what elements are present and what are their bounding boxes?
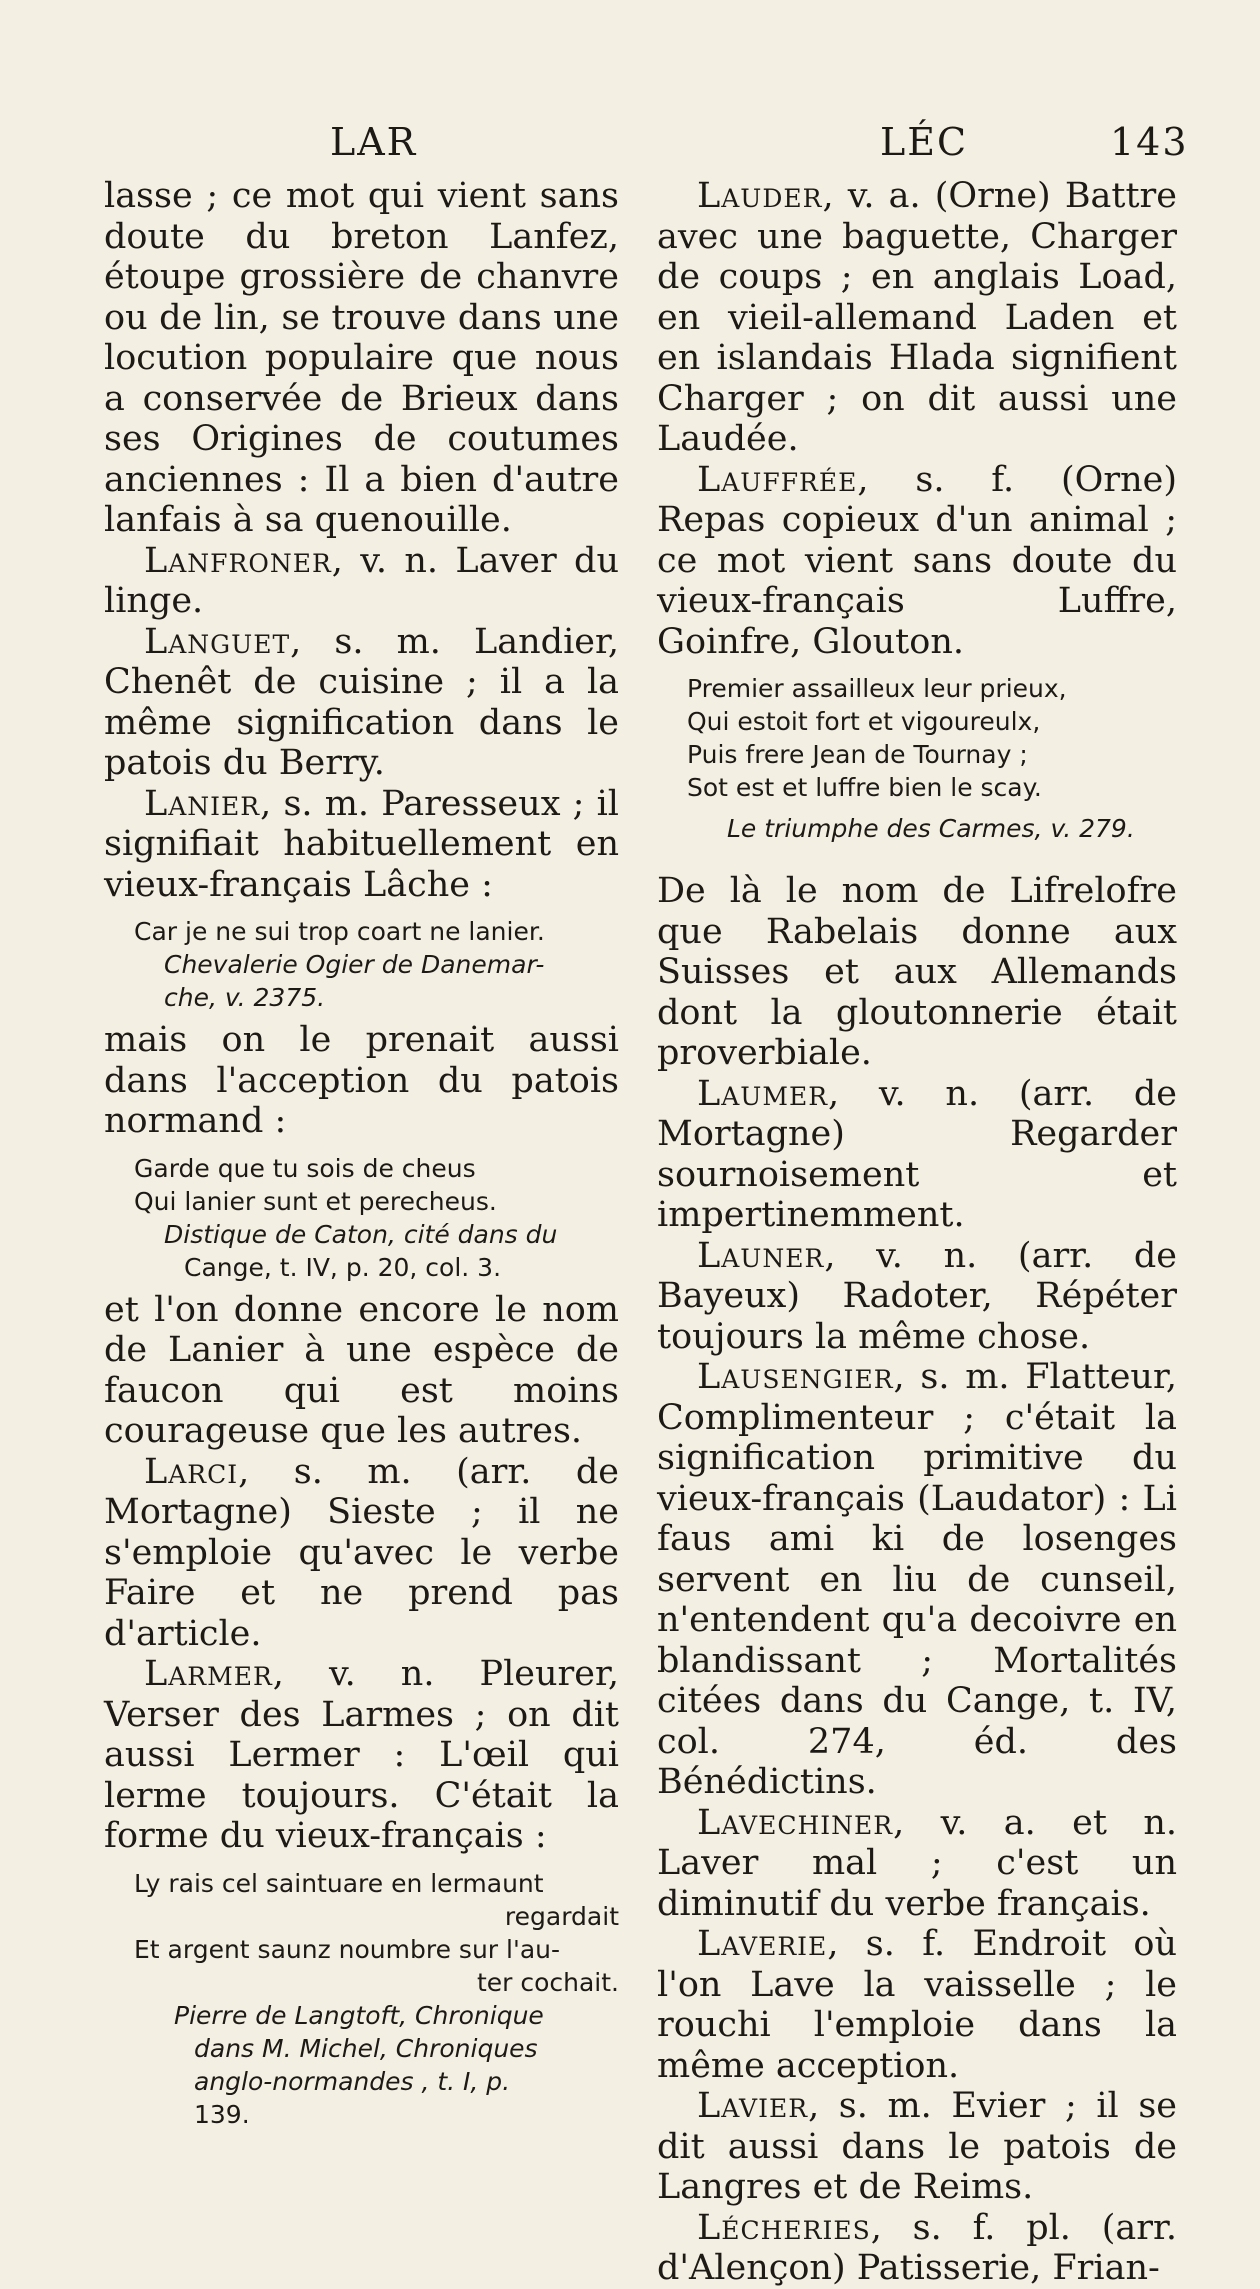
- headword: Lauffrée: [697, 459, 858, 500]
- definition: , v. a. (Orne) Battre avec une baguette, Charger de coups ; en anglais Load, en vieil-allemand Laden et en islandais Hlada signifient Charger ; on dit aussi une Laudée.: [657, 176, 1177, 459]
- definition: , v. n. (arr. de Bayeux) Radoter, Répéter toujours la même chose.: [657, 1235, 1177, 1357]
- headword: Lauder: [697, 176, 823, 216]
- entry-larci: [104, 1452, 619, 1655]
- quote-line: Ly rais cel saintuare en lermaunt: [134, 1868, 544, 1898]
- page-number: 143: [1110, 120, 1189, 164]
- definition: , s. f. pl. (arr. d'Alençon) Patisserie, Frian-: [657, 2207, 1177, 2288]
- quote-line: Car je ne sui trop coart ne lanier.: [134, 917, 545, 946]
- quote-line: Garde que tu sois de cheus: [134, 1153, 476, 1183]
- headword: Languet: [144, 621, 291, 662]
- paragraph-dela: De là le nom de Lifrelofre que Rabelais donne aux Suisses et aux Allemands dont la gloutonnerie était proverbiale.: [657, 871, 1177, 1073]
- citation: che, v. 2375.: [164, 983, 326, 1012]
- definition: , v. a. et n. Laver mal ; c'est un diminutif du verbe français.: [657, 1802, 1177, 1924]
- headword: Lanier: [144, 783, 261, 824]
- entry-lausengier: [657, 1357, 1177, 1803]
- right-column: [657, 176, 1177, 2289]
- paragraph-etlon: et l'on donne encore le nom de Lanier à une espèce de faucon qui est moins courageuse que les autres.: [104, 1289, 619, 1451]
- citation: Distique de Caton, cité dans du: [164, 1219, 558, 1249]
- entry-launer: [657, 1236, 1177, 1358]
- citation: Le triumphe des Carmes, v. 279.: [727, 814, 1135, 843]
- quote-line: Premier assailleux leur prieux,: [687, 674, 1067, 703]
- definition: , s. m. (arr. de Mortagne) Sieste ; il ne s'emploie qu'avec le verbe Faire et ne prend pas d'article.: [104, 1451, 619, 1654]
- entry-languet: [104, 622, 619, 784]
- citation: anglo-normandes , t. I, p.: [194, 2066, 511, 2096]
- entry-lanfroner: [104, 541, 619, 622]
- left-column: [104, 176, 619, 2137]
- definition: , v. n. Laver du linge.: [104, 540, 619, 621]
- definition: , v. n. (arr. de Mortagne) Regarder sournoisement et impertinemment.: [657, 1073, 1177, 1235]
- quotation-ogier: [134, 915, 619, 1014]
- entry-lavechiner: [657, 1803, 1177, 1925]
- definition: , v. n. Pleurer, Verser des Larmes ; on dit aussi Lermer : L'œil qui lerme toujours. C'était la forme du vieux-français :: [104, 1654, 619, 1856]
- headword: Laumer: [697, 1073, 829, 1114]
- quote-line: Qui estoit fort et vigoureulx,: [687, 707, 1041, 736]
- running-head-center: LÉC: [880, 120, 969, 164]
- quote-line: Sot est et luffre bien le scay.: [687, 773, 1042, 802]
- definition: , s. f. Endroit où l'on Lave la vaisselle ; le rouchi l'emploie dans la même acception.: [657, 1924, 1177, 2086]
- entry-laumer: [657, 1074, 1177, 1236]
- headword: Lavechiner: [697, 1802, 894, 1843]
- definition: , s. m. Paresseux ; il signifiait habituellement en vieux-français Lâche :: [104, 783, 619, 905]
- definition: , s. m. Landier, Chenêt de cuisine ; il a la même signification dans le patois du Berry.: [104, 621, 619, 783]
- spacer: [657, 851, 1177, 871]
- citation: Pierre de Langtoft, Chronique: [174, 2000, 544, 2030]
- quote-line: Puis frere Jean de Tournay ;: [687, 740, 1028, 769]
- headword: Lanfroner: [144, 540, 332, 581]
- headword: Larci: [144, 1451, 239, 1492]
- definition: , s. m. Flatteur, Complimenteur ; c'était la signification primitive du vieux-français (Laudator) : Li faus ami ki de losenges servent en liu de cunseil, n'entendent qu'a decoivre en blandissant ; Mortalités citées dans du Cange, t. IV, col. 274, éd. des Bénédictins.: [657, 1357, 1177, 1802]
- paragraph-lanfez: lasse ; ce mot qui vient sans doute du breton Lanfez, étoupe grossière de chanvre ou de lin, se trouve dans une locution populaire que nous a conservée de Brieux dans ses Origines de coutumes anciennes : Il a bien d'autre lanfais à sa quenouille.: [104, 176, 619, 540]
- entry-lavier: [657, 2086, 1177, 2208]
- citation: 139.: [194, 2099, 250, 2129]
- definition: , s. m. Evier ; il se dit aussi dans le patois de Langres et de Reims.: [657, 2086, 1177, 2207]
- quote-line: Qui lanier sunt et perecheus.: [134, 1186, 497, 1216]
- citation: Chevalerie Ogier de Danemar-: [164, 950, 545, 979]
- entry-larmer: [104, 1654, 619, 1857]
- quotation-carmes: [687, 672, 1177, 845]
- entry-lanier: [104, 784, 619, 906]
- quotation-caton: [134, 1152, 619, 1284]
- citation: dans M. Michel, Chroniques: [194, 2033, 538, 2063]
- headword: Lavier: [697, 2086, 809, 2126]
- entry-laverie: [657, 1924, 1177, 2086]
- entry-lauder: [657, 176, 1177, 460]
- headword: Larmer: [144, 1654, 273, 1694]
- definition: , s. f. (Orne) Repas copieux d'un animal ; ce mot vient sans doute du vieux-français Luffre, Goinfre, Glouton.: [657, 459, 1177, 662]
- headword: Laverie: [697, 1924, 828, 1964]
- quote-line: Et argent saunz noumbre sur l'au-: [134, 1934, 561, 1964]
- quotation-langtoft: [134, 1867, 619, 2131]
- headword: Lécheries: [697, 2207, 871, 2248]
- citation: Cange, t. IV, p. 20, col. 3.: [184, 1252, 502, 1282]
- running-head-left: LAR: [330, 120, 418, 164]
- quote-line: ter cochait.: [476, 1967, 619, 1997]
- entry-lauffree: [657, 460, 1177, 663]
- headword: Lausengier: [697, 1357, 894, 1397]
- paragraph-mais: mais on le prenait aussi dans l'acception du patois normand :: [104, 1020, 619, 1141]
- quote-line: regardait: [504, 1901, 619, 1931]
- headword: Launer: [697, 1235, 825, 1276]
- entry-lecheries: [657, 2208, 1177, 2289]
